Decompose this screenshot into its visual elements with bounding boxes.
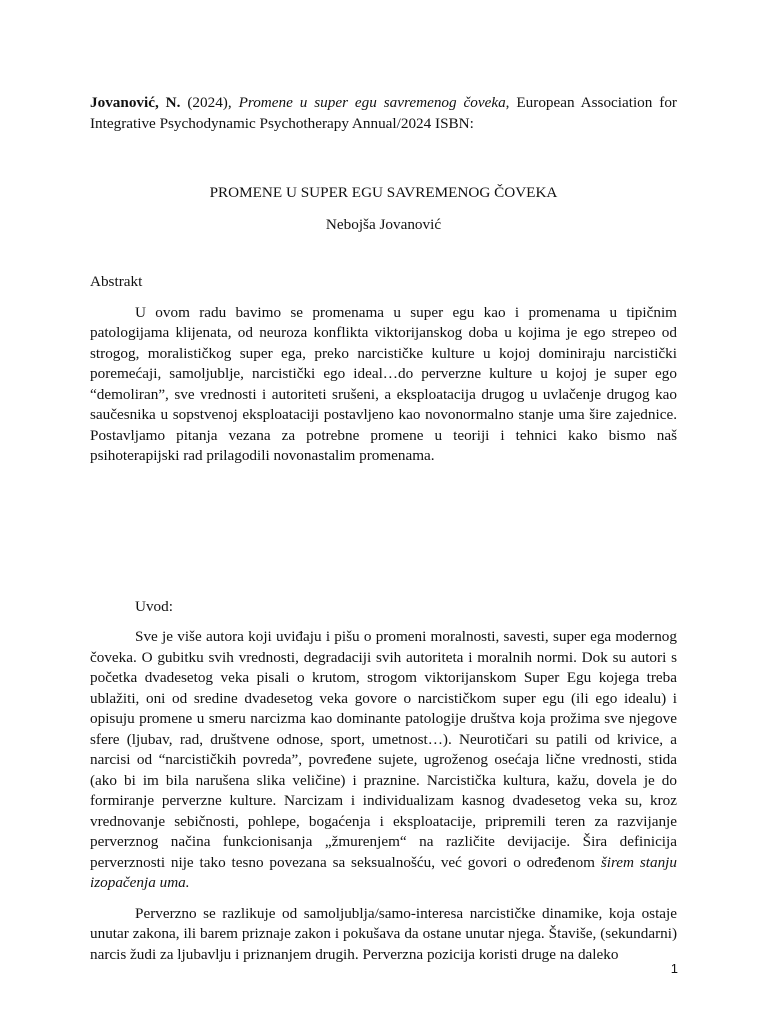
citation-publication: , European Association for Integrative Psychodynamic Psychotherapy Annual/2024 ISBN: <box>90 94 677 132</box>
intro-paragraph-1 <box>90 627 677 894</box>
citation-author: Jovanović, N. <box>90 94 181 111</box>
document-title: PROMENE U SUPER EGU SAVREMENOG ČOVEKA <box>209 184 558 201</box>
intro-paragraph-2: Perverzno se razlikuje od samoljublja/samo-interesa narcističke dinamike, koja ostaje unutar zakona, ili barem priznaje zakon i pokušava da ostane unutar njega. Štaviše, (sekundarni) narcis žudi za ljubavlju i priznanjem drugih. Perverzna pozicija koristi druge na daleko <box>90 904 677 963</box>
citation-year: (2024), <box>180 94 239 111</box>
intro-paragraph-1-italic: širem stanju izopačenja uma. <box>90 853 677 891</box>
author-name: Nebojša Jovanović <box>325 215 442 233</box>
abstract-paragraph: U ovom radu bavimo se promenama u super egu kao i promenama u tipičnim patologijama klijenata, od neuroza konflikta viktorijanskog doba u kojima je ego strepeo od strogog, moralističkog super ega, preko narcističke kulture u kojoj dominiraju narcistički poremećaji, samoljubljе, narcistički ego ideal…do perverzne kulture u kojoj je super ego “demoliran”, sve vrednosti i autoriteti srušeni, a eksploatacija drugog u uvlačenje drugog kao saučesnika u sopstvenoj eksploataciji postavljeno kao novonormalno stanje uma šire zajednice. Postavljamo pitanja vezana za potrebne promene u teoriji i tehnici kako bismo naš psihoterapijski rad prilagodili novonastalim promenama. <box>90 303 677 464</box>
citation <box>90 93 677 134</box>
page-content <box>90 93 677 965</box>
abstract-heading: Abstrakt <box>90 273 143 290</box>
intro-heading: Uvod: <box>135 597 173 615</box>
page-number: 1 <box>670 961 678 976</box>
intro-paragraph-1-text: Sve je više autora koji uviđaju i pišu o promeni moralnosti, savesti, super ega modernog čoveka. O gubitku svih vrednosti, degradaciji svih autoriteta i moralnih normi. Dok su autori s početka dvadesetog veka pisali o krutom, strogom viktorijanskom Super Egu kojega treba ublažiti, oni od sredine dvadesetog veka govore o narcističkom super egu (ili ego idealu) i opisuju promene u smeru narcizma kao dominante patologije društva koja prožima sve njegove sfere (ljubav, rad, društvene odnose, sport, umetnost…). Neurotičari su patili od krivice, a narcisi od “narcističkih povreda”, povređene sujete, ugroženog osećaja lične vrednosti, stida (ako bi im bila narušena slika veličine) i praznine. Narcistička kultura, kažu, dovela je do formiranje perverzne kulture. Narcizam i individualizam kasnog dvadesetog veka su, kroz vrednovanje sebičnosti, pohlepe, bogaćenja i eksploatacije, pripremili teren za razvijanje perverznog načina funkcionisanja „žmurenjem“ na različite devijacije. Šira definicija perverznosti nije tako tesno povezana sa seksualnošću, već govori o određenom <box>90 628 677 871</box>
citation-title: Promene u super egu savremenog čoveka <box>238 94 506 111</box>
